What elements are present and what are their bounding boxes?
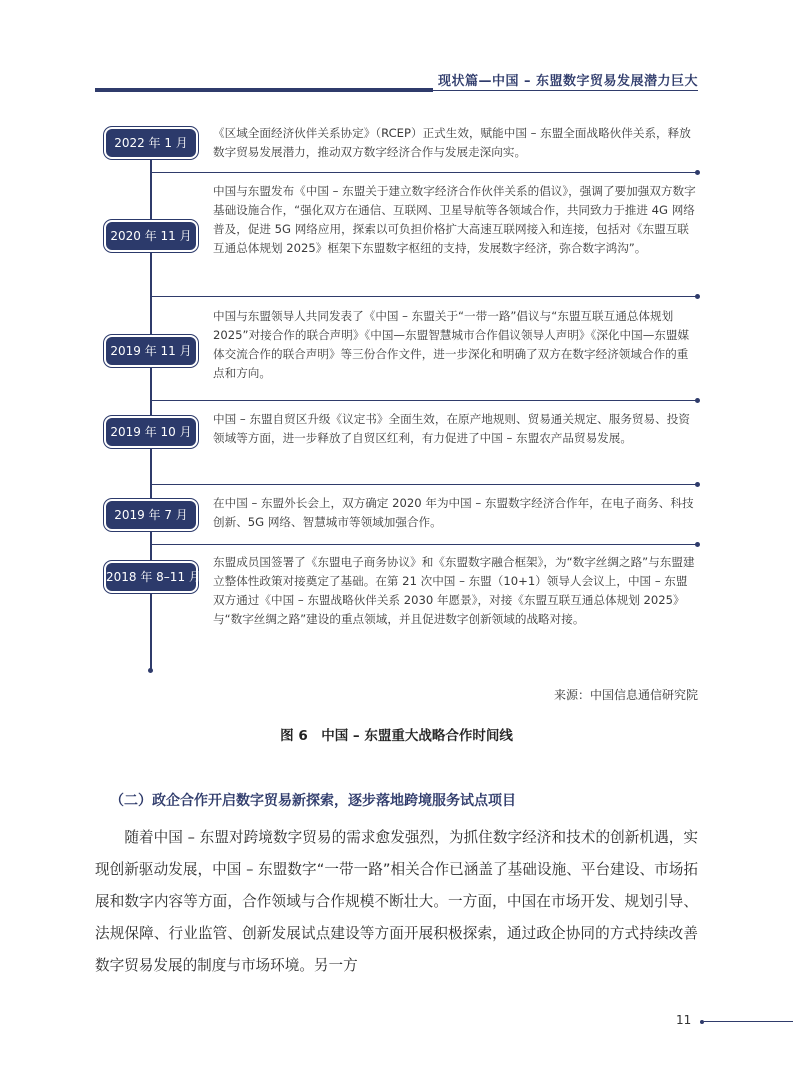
date-badge: 2019 年 10 月 [106,418,196,446]
event-text: 东盟成员国签署了《东盟电子商务协议》和《东盟数字融合框架》，为“数字丝绸之路”与东盟建立整体性政策对接奠定了基础。在第 21 次中国 – 东盟（10+1）领导人会议上，中国 – 东盟双方通过《中国 – 东盟战略伙伴关系 2030 年愿景》，对接《东盟互联互通总体规划 2025》与“数字丝绸之路”建设的重点领域，并且促进数字创新领域的战略对接。 [213,555,695,626]
figure-source: 来源：中国信息通信研究院 [553,688,698,702]
body-paragraph: 随着中国 – 东盟对跨境数字贸易的需求愈发强烈，为抓住数字经济和技术的创新机遇，实现创新驱动发展，中国 – 东盟数字“一带一路”相关合作已涵盖了基础设施、平台建设、市场拓展和数字内容等方面，合作领域与合作规模不断壮大。一方面，中国在市场开发、规划引导、法规保障、行业监管、创新发展试点建设等方面开展积极探索，通过政企协同的方式持续改善数字贸易发展的制度与市场环境。另一方 [95,829,698,974]
date-badge: 2019 年 7 月 [106,501,196,529]
separator-dot [695,542,700,547]
separator-dot [695,170,700,175]
separator-line [150,172,698,173]
figure-caption: 图 6 中国 – 东盟重大战略合作时间线 [280,728,513,744]
date-badge: 2022 年 1 月 [106,129,196,157]
date-badge: 2018 年 8–11 月 [106,563,196,591]
section-heading: （二）政企合作开启数字贸易新探索，逐步落地跨境服务试点项目 [110,793,516,809]
event-text: 中国 – 东盟自贸区升级《议定书》全面生效，在原产地规则、贸易通关规定、服务贸易、投资领域等方面，进一步释放了自贸区红利，有力促进了中国 – 东盟农产品贸易发展。 [213,412,690,445]
separator-line [150,544,698,545]
separator-line [150,296,698,297]
footer-line [704,1021,793,1022]
header-rule-thin [95,90,698,91]
date-badge: 2019 年 11 月 [106,337,196,365]
separator-dot [695,482,700,487]
separator-line [150,484,698,485]
date-badge: 2020 年 11 月 [106,222,196,250]
event-text: 中国与东盟发布《中国 – 东盟关于建立数字经济合作伙伴关系的倡议》，强调了要加强双方数字基础设施合作，“强化双方在通信、互联网、卫星导航等各领域合作，共同致力于推进 4G 网络普及，促进 5G 网络应用，探索以可负担价格扩大高速互联网接入和连接，包括对《东盟互联互通总体规划 2025》框架下东盟数字枢纽的支持，发展数字经济，弥合数字鸿沟”。 [213,184,696,255]
timeline-end-dot [148,668,153,673]
separator-dot [695,294,700,299]
body-text [95,822,698,982]
event-text: 《区域全面经济伙伴关系协定》（RCEP）正式生效，赋能中国 – 东盟全面战略伙伴关系，释放数字贸易发展潜力，推动双方数字经济合作与发展走深向实。 [213,126,691,159]
separator-line [150,400,698,401]
separator-dot [695,398,700,403]
event-text: 在中国 – 东盟外长会上，双方确定 2020 年为中国 – 东盟数字经济合作年，在电子商务、科技创新、5G 网络、智慧城市等领域加强合作。 [213,496,694,529]
event-text: 中国与东盟领导人共同发表了《中国 – 东盟关于“一带一路”倡议与“东盟互联互通总体规划 2025”对接合作的联合声明》《中国—东盟智慧城市合作倡议领导人声明》《深化中国—东盟媒体交流合作的联合声明》等三份合作文件，进一步深化和明确了双方在数字经济领域合作的重点和方向。 [213,309,690,380]
page-number: 11 [676,1013,692,1027]
header-title: 现状篇—中国 – 东盟数字贸易发展潜力巨大 [437,74,698,89]
